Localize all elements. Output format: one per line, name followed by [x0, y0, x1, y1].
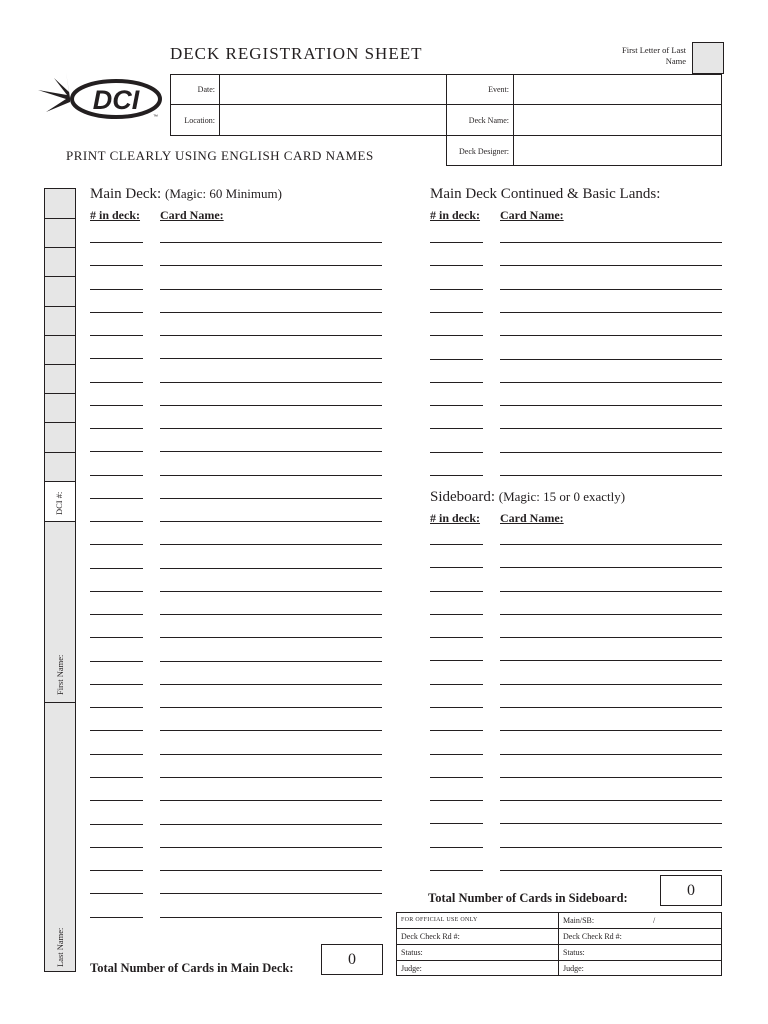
main-deck-count-line[interactable] [90, 754, 143, 755]
sideboard-card-name-line[interactable] [500, 847, 722, 848]
main-deck-card-name-line[interactable] [160, 730, 382, 731]
deck-designer-field[interactable] [513, 135, 722, 166]
sideboard-card-name-line[interactable] [500, 637, 722, 638]
main-deck-count-line[interactable] [90, 730, 143, 731]
main-deck-card-name-line[interactable] [160, 684, 382, 685]
main-deck-count-line[interactable] [90, 428, 143, 429]
main-deck-count-line[interactable] [90, 707, 143, 708]
continued-count-header: # in deck: [430, 208, 481, 222]
main-deck-count-line[interactable] [90, 800, 143, 801]
first-letter-label: First Letter of Last Name [622, 45, 686, 66]
main-deck-count-header: # in deck: [90, 208, 141, 222]
main-deck-count-line[interactable] [90, 661, 143, 662]
sideboard-count-line[interactable] [430, 730, 483, 731]
continued-card-name-line[interactable] [500, 405, 722, 406]
sideboard-card-name-line[interactable] [500, 684, 722, 685]
continued-count-line[interactable] [430, 452, 483, 453]
main-deck-count-line[interactable] [90, 637, 143, 638]
deck-check-round-right[interactable]: Deck Check Rd #: [563, 932, 622, 941]
main-deck-total-field[interactable]: 0 [321, 944, 383, 975]
continued-card-name-line[interactable] [500, 312, 722, 313]
sideboard-card-name-line[interactable] [500, 730, 722, 731]
continued-count-line[interactable] [430, 359, 483, 360]
main-deck-title: Main Deck: [90, 186, 162, 202]
main-deck-card-name-line[interactable] [160, 707, 382, 708]
event-label: Event: [488, 85, 509, 94]
sideboard-count-line[interactable] [430, 637, 483, 638]
dci-digit-box[interactable] [45, 277, 75, 307]
sideboard-card-name-line[interactable] [500, 567, 722, 568]
main-deck-count-line[interactable] [90, 870, 143, 871]
main-deck-card-name-line[interactable] [160, 289, 382, 290]
main-deck-count-line[interactable] [90, 824, 143, 825]
sideboard-card-name-line[interactable] [500, 660, 722, 661]
main-deck-count-line[interactable] [90, 475, 143, 476]
dci-digit-box[interactable] [45, 336, 75, 365]
sideboard-card-name-line[interactable] [500, 754, 722, 755]
main-deck-name-header: Card Name: [160, 208, 224, 222]
location-label: Location: [184, 116, 215, 125]
sideboard-subtitle: (Magic: 15 or 0 exactly) [498, 489, 626, 504]
main-deck-card-name-line[interactable] [160, 521, 382, 522]
sideboard-heading [430, 489, 625, 506]
continued-count-line[interactable] [430, 405, 483, 406]
continued-card-name-line[interactable] [500, 382, 722, 383]
continued-card-name-line[interactable] [500, 289, 722, 290]
main-deck-count-line[interactable] [90, 893, 143, 894]
main-deck-subtitle: (Magic: 60 Minimum) [164, 186, 282, 201]
sideboard-count-line[interactable] [430, 847, 483, 848]
main-deck-card-name-line[interactable] [160, 917, 382, 918]
logo-starburst-icon [38, 72, 70, 112]
continued-card-name-line[interactable] [500, 335, 722, 336]
sideboard-card-name-line[interactable] [500, 591, 722, 592]
main-deck-card-name-line[interactable] [160, 777, 382, 778]
deck-designer-label: Deck Designer: [459, 147, 509, 156]
main-deck-card-name-line[interactable] [160, 544, 382, 545]
main-deck-card-name-line[interactable] [160, 614, 382, 615]
player-id-sidebar [44, 188, 76, 972]
main-deck-total-label: Total Number of Cards in Main Deck: [90, 961, 294, 975]
main-sb-label: Main/SB: [563, 916, 595, 925]
sideboard-card-name-line[interactable] [500, 870, 722, 871]
continued-card-name-line[interactable] [500, 452, 722, 453]
main-deck-card-name-line[interactable] [160, 312, 382, 313]
location-field[interactable] [219, 104, 447, 136]
status-right[interactable]: Status: [563, 948, 585, 957]
print-clearly-instruction: PRINT CLEARLY USING ENGLISH CARD NAMES [66, 148, 374, 163]
continued-count-line[interactable] [430, 475, 483, 476]
sideboard-card-name-line[interactable] [500, 823, 722, 824]
continued-count-line[interactable] [430, 312, 483, 313]
main-deck-card-name-line[interactable] [160, 591, 382, 592]
logo-text: DCI [92, 85, 140, 115]
main-deck-count-line[interactable] [90, 289, 143, 290]
main-deck-card-name-line[interactable] [160, 568, 382, 569]
first-letter-input[interactable] [692, 42, 724, 74]
main-deck-heading [90, 186, 282, 203]
sideboard-count-line[interactable] [430, 800, 483, 801]
sideboard-count-line[interactable] [430, 591, 483, 592]
sideboard-count-line[interactable] [430, 660, 483, 661]
deck-name-label: Deck Name: [468, 116, 509, 125]
main-deck-count-line[interactable] [90, 544, 143, 545]
dci-digit-box[interactable] [45, 453, 75, 482]
continued-count-line[interactable] [430, 242, 483, 243]
continued-count-line[interactable] [430, 428, 483, 429]
continued-card-name-line[interactable] [500, 242, 722, 243]
official-use-header: FOR OFFICIAL USE ONLY [401, 917, 478, 923]
main-deck-card-name-line[interactable] [160, 870, 382, 871]
main-deck-count-line[interactable] [90, 521, 143, 522]
status-left[interactable]: Status: [401, 948, 423, 957]
main-deck-card-name-line[interactable] [160, 754, 382, 755]
main-deck-card-name-line[interactable] [160, 405, 382, 406]
sideboard-name-header: Card Name: [500, 511, 564, 525]
date-label: Date: [197, 85, 215, 94]
main-deck-count-line[interactable] [90, 777, 143, 778]
dci-digit-box[interactable] [45, 423, 75, 453]
dci-digit-box[interactable] [45, 189, 75, 219]
main-deck-card-name-line[interactable] [160, 893, 382, 894]
main-deck-count-line[interactable] [90, 451, 143, 452]
judge-right[interactable]: Judge: [563, 964, 584, 973]
main-deck-count-line[interactable] [90, 335, 143, 336]
official-use-table [396, 912, 722, 976]
first-name-label: First Name: [55, 654, 65, 695]
deck-check-round-left[interactable]: Deck Check Rd #: [401, 932, 460, 941]
main-deck-card-name-line[interactable] [160, 265, 382, 266]
sideboard-card-name-line[interactable] [500, 777, 722, 778]
main-deck-count-line[interactable] [90, 242, 143, 243]
dci-logo [36, 68, 166, 128]
dci-digit-box[interactable] [45, 307, 75, 336]
sideboard-count-line[interactable] [430, 707, 483, 708]
main-deck-card-name-line[interactable] [160, 242, 382, 243]
main-deck-count-line[interactable] [90, 498, 143, 499]
sideboard-card-name-line[interactable] [500, 707, 722, 708]
dci-digit-box[interactable] [45, 248, 75, 277]
continued-count-line[interactable] [430, 335, 483, 336]
main-deck-count-line[interactable] [90, 568, 143, 569]
continued-card-name-line[interactable] [500, 265, 722, 266]
main-deck-card-name-line[interactable] [160, 800, 382, 801]
main-deck-card-name-line[interactable] [160, 661, 382, 662]
dci-digit-box[interactable] [45, 219, 75, 248]
main-deck-count-line[interactable] [90, 591, 143, 592]
sideboard-count-line[interactable] [430, 754, 483, 755]
sideboard-count-line[interactable] [430, 777, 483, 778]
sideboard-count-line[interactable] [430, 684, 483, 685]
main-deck-card-name-line[interactable] [160, 428, 382, 429]
sideboard-title: Sideboard: [430, 489, 495, 505]
event-field[interactable] [513, 74, 722, 105]
continued-card-name-line[interactable] [500, 475, 722, 476]
sideboard-count-line[interactable] [430, 614, 483, 615]
sideboard-total-field[interactable]: 0 [660, 875, 722, 906]
main-deck-count-line[interactable] [90, 405, 143, 406]
sideboard-total-label: Total Number of Cards in Sideboard: [428, 891, 628, 905]
dci-number-label: DCI #: [54, 491, 64, 515]
main-deck-count-line[interactable] [90, 684, 143, 685]
main-deck-card-name-line[interactable] [160, 637, 382, 638]
sideboard-count-line[interactable] [430, 823, 483, 824]
main-deck-count-line[interactable] [90, 917, 143, 918]
main-sb-separator: / [653, 916, 656, 925]
main-deck-card-name-line[interactable] [160, 451, 382, 452]
last-name-label: Last Name: [55, 927, 65, 967]
continued-card-name-line[interactable] [500, 428, 722, 429]
main-deck-card-name-line[interactable] [160, 824, 382, 825]
sideboard-count-header: # in deck: [430, 511, 481, 525]
logo-tm: ™ [153, 114, 158, 120]
sideboard-card-name-line[interactable] [500, 614, 722, 615]
main-deck-continued-title: Main Deck Continued & Basic Lands: [430, 186, 661, 202]
judge-left[interactable]: Judge: [401, 964, 422, 973]
main-deck-card-name-line[interactable] [160, 475, 382, 476]
deck-name-field[interactable] [513, 104, 722, 136]
main-deck-count-line[interactable] [90, 265, 143, 266]
continued-card-name-line[interactable] [500, 359, 722, 360]
sheet-title: DECK REGISTRATION SHEET [170, 44, 423, 63]
dci-digit-box[interactable] [45, 394, 75, 423]
main-deck-card-name-line[interactable] [160, 382, 382, 383]
continued-count-line[interactable] [430, 265, 483, 266]
sideboard-card-name-line[interactable] [500, 544, 722, 545]
main-deck-card-name-line[interactable] [160, 335, 382, 336]
sideboard-count-line[interactable] [430, 870, 483, 871]
main-deck-count-line[interactable] [90, 312, 143, 313]
official-use-divider [558, 913, 559, 975]
main-deck-card-name-line[interactable] [160, 847, 382, 848]
main-deck-count-line[interactable] [90, 847, 143, 848]
continued-count-line[interactable] [430, 382, 483, 383]
main-deck-card-name-line[interactable] [160, 358, 382, 359]
sideboard-count-line[interactable] [430, 567, 483, 568]
main-deck-card-name-line[interactable] [160, 498, 382, 499]
main-deck-count-line[interactable] [90, 358, 143, 359]
sideboard-count-line[interactable] [430, 544, 483, 545]
continued-count-line[interactable] [430, 289, 483, 290]
date-field[interactable] [219, 74, 447, 105]
dci-digit-box[interactable] [45, 365, 75, 394]
sideboard-card-name-line[interactable] [500, 800, 722, 801]
main-deck-count-line[interactable] [90, 382, 143, 383]
main-deck-count-line[interactable] [90, 614, 143, 615]
continued-name-header: Card Name: [500, 208, 564, 222]
